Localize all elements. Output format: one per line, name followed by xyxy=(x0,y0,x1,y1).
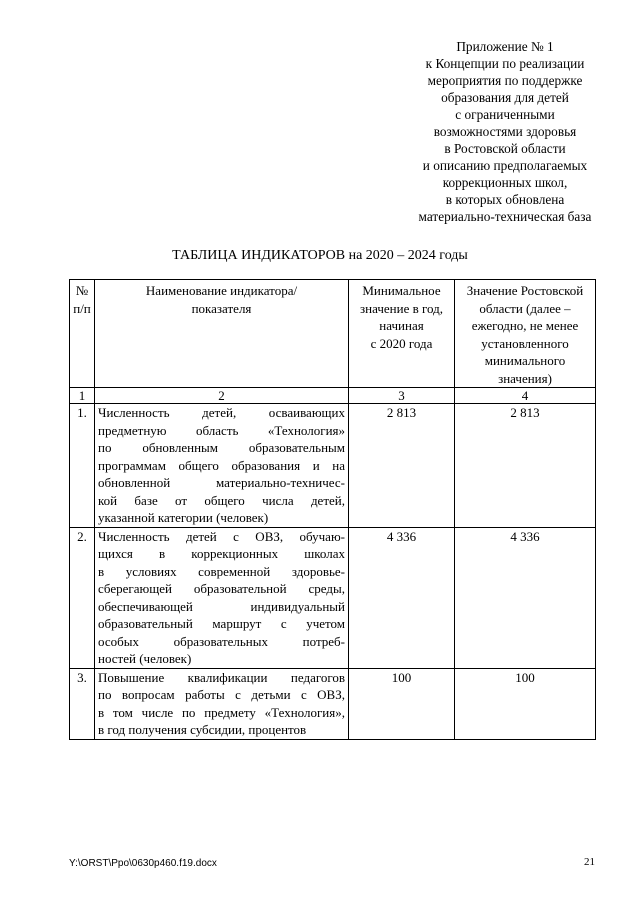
indicator-name-line: в том числе по предмету «Технология», xyxy=(98,704,345,720)
header-rostov-line: минимального xyxy=(484,353,566,368)
appendix-line: в которых обновлена xyxy=(445,192,565,207)
table-row xyxy=(70,527,596,668)
row-number: 3. xyxy=(70,668,95,739)
header-min-line: Минимальное xyxy=(362,283,441,298)
appendix-line: возможностями здоровья xyxy=(433,124,577,139)
indicator-name xyxy=(95,404,349,528)
indicator-name xyxy=(95,668,349,739)
indicator-name-line: ностей (человек) xyxy=(98,651,192,666)
indicator-name-line: обеспечивающей индивидуальный xyxy=(98,598,345,614)
header-name xyxy=(95,280,349,388)
appendix-block xyxy=(380,38,630,225)
header-min-line: значение в год, xyxy=(360,300,443,316)
appendix-line: к Концепции по реализации xyxy=(425,56,585,71)
indicator-name-line: предметную область «Технология» xyxy=(98,422,345,438)
indicator-name-line: особых образовательных потреб- xyxy=(98,633,345,649)
header-rostov-line: области (далее – xyxy=(479,300,571,316)
header-min xyxy=(349,280,455,388)
table-row xyxy=(70,668,596,739)
indicator-name xyxy=(95,527,349,668)
header-min-line: с 2020 года xyxy=(370,335,433,351)
indicator-name-line: Повышение квалификации педагогов xyxy=(98,669,345,685)
header-rostov-line: значения) xyxy=(498,370,552,386)
indicator-name-line: Численность детей с ОВЗ, обучаю- xyxy=(98,528,345,544)
indicator-name-line: по обновленным образовательным xyxy=(98,440,345,455)
rostov-value: 2 813 xyxy=(455,404,596,528)
header-rostov xyxy=(455,280,596,388)
appendix-line: Приложение № 1 xyxy=(456,39,554,54)
indicator-name-line: в год получения субсидии, процентов xyxy=(98,722,307,737)
table-header-row xyxy=(70,280,596,388)
header-rostov-line: ежегодно, не менее xyxy=(471,318,579,333)
row-number: 2. xyxy=(70,527,95,668)
header-num xyxy=(70,280,95,388)
min-value: 100 xyxy=(349,668,455,739)
appendix-line: коррекционных школ, xyxy=(442,175,568,190)
column-index: 2 xyxy=(95,388,349,404)
indicator-name-line: кой базе от общего числа детей, xyxy=(98,492,345,508)
indicator-name-line: Численность детей, осваивающих xyxy=(98,405,345,420)
row-number: 1. xyxy=(70,404,95,528)
indicator-name-line: щихся в коррекционных школах xyxy=(98,546,345,561)
min-value: 4 336 xyxy=(349,527,455,668)
indicators-table xyxy=(69,279,596,740)
indicator-name-line: программам общего образования и на xyxy=(98,457,345,473)
indicator-name-line: образовательный маршрут с учетом xyxy=(98,616,345,631)
file-path: Y:\ORST\Ppo\0630p460.f19.docx xyxy=(69,858,217,869)
appendix-line: мероприятия по поддержке xyxy=(427,73,583,88)
column-index-row xyxy=(70,388,596,404)
indicator-name-line: в условиях современной здоровье- xyxy=(98,563,345,579)
header-min-line: начиная xyxy=(379,318,424,333)
header-rostov-line: Значение Ростовской xyxy=(466,283,584,298)
header-rostov-line: установленного xyxy=(481,335,569,351)
appendix-line: образования для детей xyxy=(441,90,569,105)
header-name-line: показателя xyxy=(191,300,252,316)
indicator-name-line: указанной категории (человек) xyxy=(98,510,269,525)
appendix-line: и описанию предполагаемых xyxy=(422,158,588,173)
appendix-line: с ограниченными xyxy=(455,107,555,122)
min-value: 2 813 xyxy=(349,404,455,528)
appendix-line: в Ростовской области xyxy=(444,141,566,156)
rostov-value: 4 336 xyxy=(455,527,596,668)
header-name-line: Наименование индикатора/ xyxy=(145,283,298,298)
rostov-value: 100 xyxy=(455,668,596,739)
header-num-line: № xyxy=(75,283,89,298)
page-number: 21 xyxy=(584,856,595,868)
column-index: 1 xyxy=(70,388,95,404)
column-index: 4 xyxy=(455,388,596,404)
appendix-line: материально-техническая база xyxy=(418,209,592,224)
indicator-name-line: по вопросам работы с детьми с ОВЗ, xyxy=(98,687,345,702)
table-row xyxy=(70,404,596,528)
indicator-name-line: сберегающей образовательной среды, xyxy=(98,581,345,596)
column-index: 3 xyxy=(349,388,455,404)
indicator-name-line: обновленной материально-техничес- xyxy=(98,475,345,490)
table-title: ТАБЛИЦА ИНДИКАТОРОВ на 2020 – 2024 годы xyxy=(172,248,468,263)
header-num-line: п/п xyxy=(73,300,91,316)
